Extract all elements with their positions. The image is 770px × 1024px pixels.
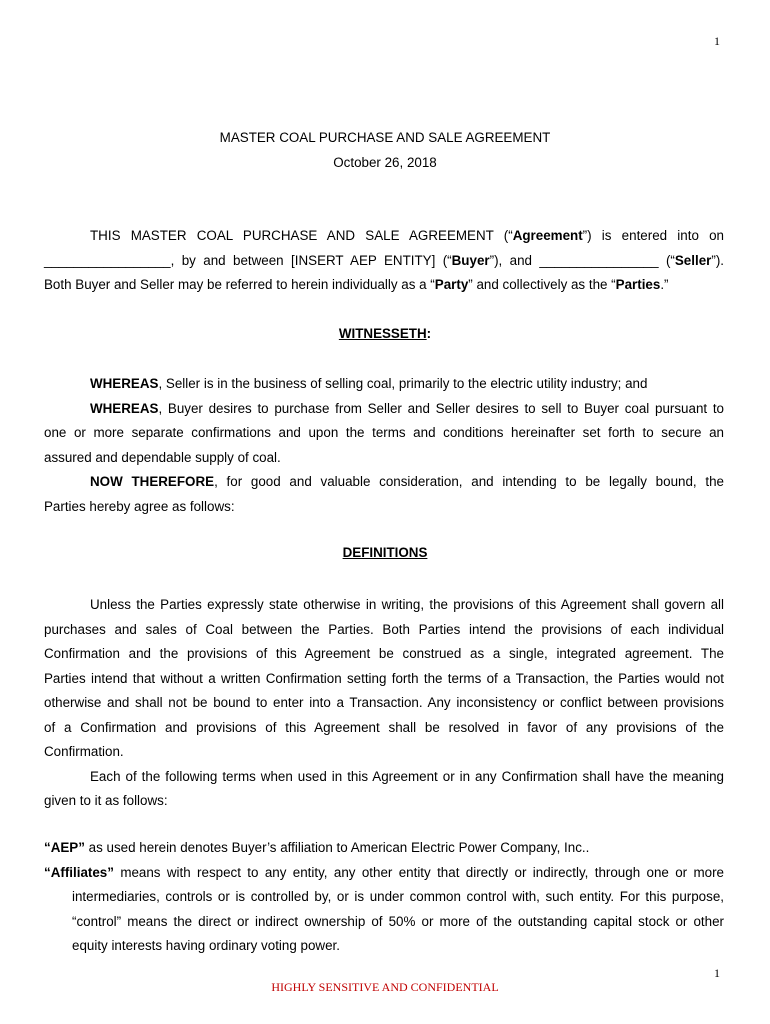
def-p1-line-7: Confirmation. bbox=[44, 744, 124, 759]
defined-terms bbox=[44, 836, 724, 959]
def-p1-line-4: Parties intend that without a written Confirmation setting forth the terms of a Transaction, the Parties would not bbox=[44, 670, 724, 686]
witnesseth-heading: WITNESSETH: bbox=[338, 326, 432, 341]
definitions-heading: DEFINITIONS bbox=[342, 545, 428, 560]
intro-line-1: THIS MASTER COAL PURCHASE AND SALE AGREEMENT (“Agreement”) is entered into on bbox=[90, 228, 724, 243]
confidential-footer: HIGHLY SENSITIVE AND CONFIDENTIAL bbox=[271, 980, 499, 994]
page-number-top: 1 bbox=[714, 34, 720, 48]
term-affiliates-line-1: “Affiliates” means with respect to any entity, any other entity that directly or indirectly, through one or more bbox=[44, 864, 724, 880]
def-p1-line-3: Confirmation and the provisions of this Agreement be construed as a single, integrated agreement. The bbox=[44, 646, 724, 661]
term-affiliates-line-4: equity interests having ordinary voting power. bbox=[72, 938, 340, 953]
recital-2-line-3: assured and dependable supply of coal. bbox=[44, 449, 281, 465]
recital-3-line-1: NOW THEREFORE, for good and valuable consideration, and intending to be legally bound, the bbox=[90, 474, 725, 489]
intro-line-3: Both Buyer and Seller may be referred to herein individually as a “Party” and collectively as the “Parties.” bbox=[44, 277, 669, 292]
recital-3-line-2: Parties hereby agree as follows: bbox=[44, 498, 235, 514]
def-p2-line-2: given to it as follows: bbox=[44, 793, 168, 808]
page-number-footer: 1 bbox=[714, 966, 720, 980]
recitals bbox=[44, 372, 724, 519]
definitions-intro bbox=[44, 593, 724, 814]
recital-2-line-1: WHEREAS, Buyer desires to purchase from Seller and Seller desires to sell to Buyer coal pursuant to bbox=[90, 400, 724, 416]
intro-line-2: _________________, by and between [INSERT AEP ENTITY] (“Buyer”), and ________________ (“Seller”). bbox=[44, 252, 724, 268]
document-title: MASTER COAL PURCHASE AND SALE AGREEMENT bbox=[219, 130, 551, 145]
def-p1-line-6: of a Confirmation and provisions of this Agreement shall be resolved in favor of any provisions of the bbox=[44, 719, 724, 735]
def-p1-line-5: otherwise and shall not be bound to enter into a Transaction. Any inconsistency or conflict between provisions bbox=[44, 695, 724, 710]
def-p2-line-1: Each of the following terms when used in this Agreement or in any Confirmation shall have the meaning bbox=[90, 768, 724, 784]
def-p1-line-2: purchases and sales of Coal between the Parties. Both Parties intend the provisions of each individual bbox=[44, 621, 724, 637]
recital-1: WHEREAS, Seller is in the business of selling coal, primarily to the electric utility industry; and bbox=[90, 376, 648, 391]
recital-2-line-2: one or more separate confirmations and upon the terms and conditions hereinafter set forth to secure an bbox=[44, 425, 724, 440]
def-p1-line-1: Unless the Parties expressly state otherwise in writing, the provisions of this Agreement shall govern all bbox=[90, 597, 724, 612]
term-affiliates-line-3: “control” means the direct or indirect ownership of 50% or more of the outstanding capital stock or other bbox=[72, 913, 724, 929]
intro-paragraph bbox=[44, 224, 724, 298]
term-aep: “AEP” as used herein denotes Buyer’s affiliation to American Electric Power Company, Inc.. bbox=[44, 840, 590, 855]
document-date: October 26, 2018 bbox=[333, 155, 437, 170]
term-affiliates-line-2: intermediaries, controls or is controlled by, or is under common control with, such entity. For this purpose, bbox=[72, 889, 724, 904]
